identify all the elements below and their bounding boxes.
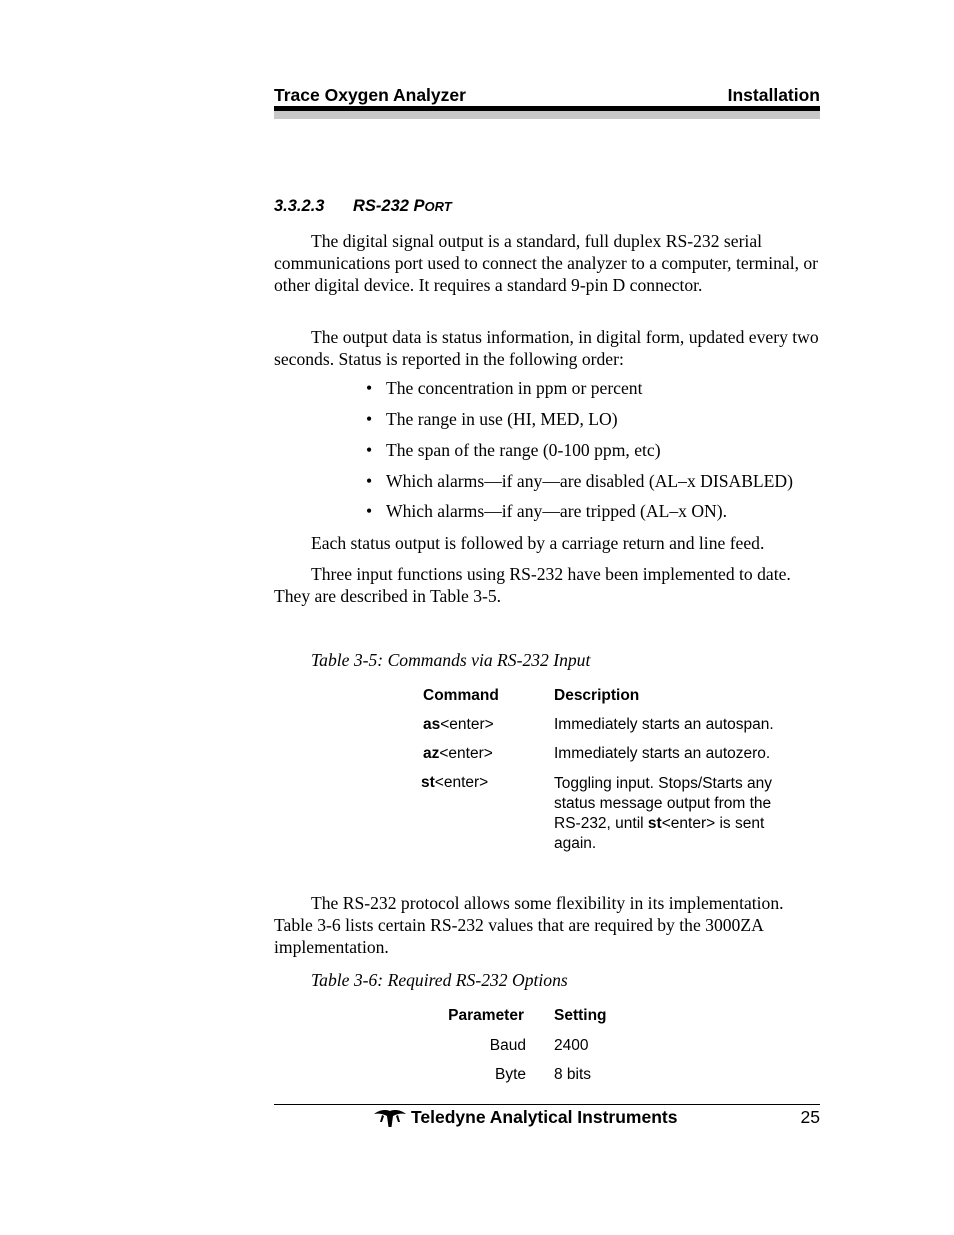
description-cell: Toggling input. Stops/Starts any status message output from the RS-232, until st<enter> is sent again. [554, 775, 772, 852]
page-number: 25 [800, 1107, 820, 1127]
column-header: Setting [554, 1007, 607, 1024]
list-item: • The concentration in ppm or percent [366, 378, 643, 398]
command-cell: st<enter> [421, 774, 489, 791]
table-caption: Table 3-5: Commands via RS-232 Input [311, 650, 591, 670]
header-title: Trace Oxygen Analyzer [274, 85, 466, 105]
paragraph: The RS-232 protocol allows some flexibility in its implementation. Table 3-6 lists certain RS-232 values that are required by the 3000ZA implementation. [274, 893, 784, 957]
paragraph: Three input functions using RS-232 have been implemented to date. They are described in Table 3-5. [274, 564, 791, 606]
header-section: Installation [727, 85, 820, 105]
bullet-icon: • [366, 471, 373, 491]
command-cell: az<enter> [423, 745, 493, 762]
section-title: RS-232 PORT [353, 197, 452, 215]
list-item: • Which alarms—if any—are tripped (AL–x ON). [366, 501, 728, 521]
parameter-cell: Baud [489, 1037, 526, 1054]
bullet-icon: • [366, 501, 373, 521]
description-cell: Immediately starts an autozero. [554, 745, 771, 762]
column-header: Parameter [448, 1007, 524, 1024]
column-header: Command [423, 687, 499, 704]
footer-rule [274, 1104, 820, 1105]
section-number: 3.3.2.3 [274, 197, 325, 215]
paragraph: The digital signal output is a standard, full duplex RS-232 serial communications port used to connect the analyzer to a computer, terminal, or other digital device. It requires a standard 9-pin D connector. [274, 231, 819, 295]
bullet-icon: • [366, 378, 373, 398]
list-item: • Which alarms—if any—are disabled (AL–x DISABLED) [366, 471, 793, 491]
teledyne-logo-icon [373, 1108, 407, 1128]
paragraph: Each status output is followed by a carriage return and line feed. [311, 533, 765, 553]
parameter-cell: Byte [494, 1066, 526, 1083]
section-heading [274, 197, 452, 216]
column-header: Description [554, 687, 640, 704]
paragraph: The output data is status information, in digital form, updated every two seconds. Status is reported in the following order: [274, 327, 819, 369]
table-caption: Table 3-6: Required RS-232 Options [311, 970, 568, 990]
list-item: • The span of the range (0-100 ppm, etc) [366, 440, 661, 460]
setting-cell: 8 bits [554, 1066, 592, 1083]
footer-company: Teledyne Analytical Instruments [411, 1107, 678, 1127]
list-item: • The range in use (HI, MED, LO) [366, 409, 618, 429]
setting-cell: 2400 [554, 1037, 589, 1054]
description-cell: Immediately starts an autospan. [554, 716, 774, 733]
header-rule-shadow [274, 111, 820, 119]
command-cell: as<enter> [423, 716, 494, 733]
bullet-icon: • [366, 440, 373, 460]
bullet-icon: • [366, 409, 373, 429]
